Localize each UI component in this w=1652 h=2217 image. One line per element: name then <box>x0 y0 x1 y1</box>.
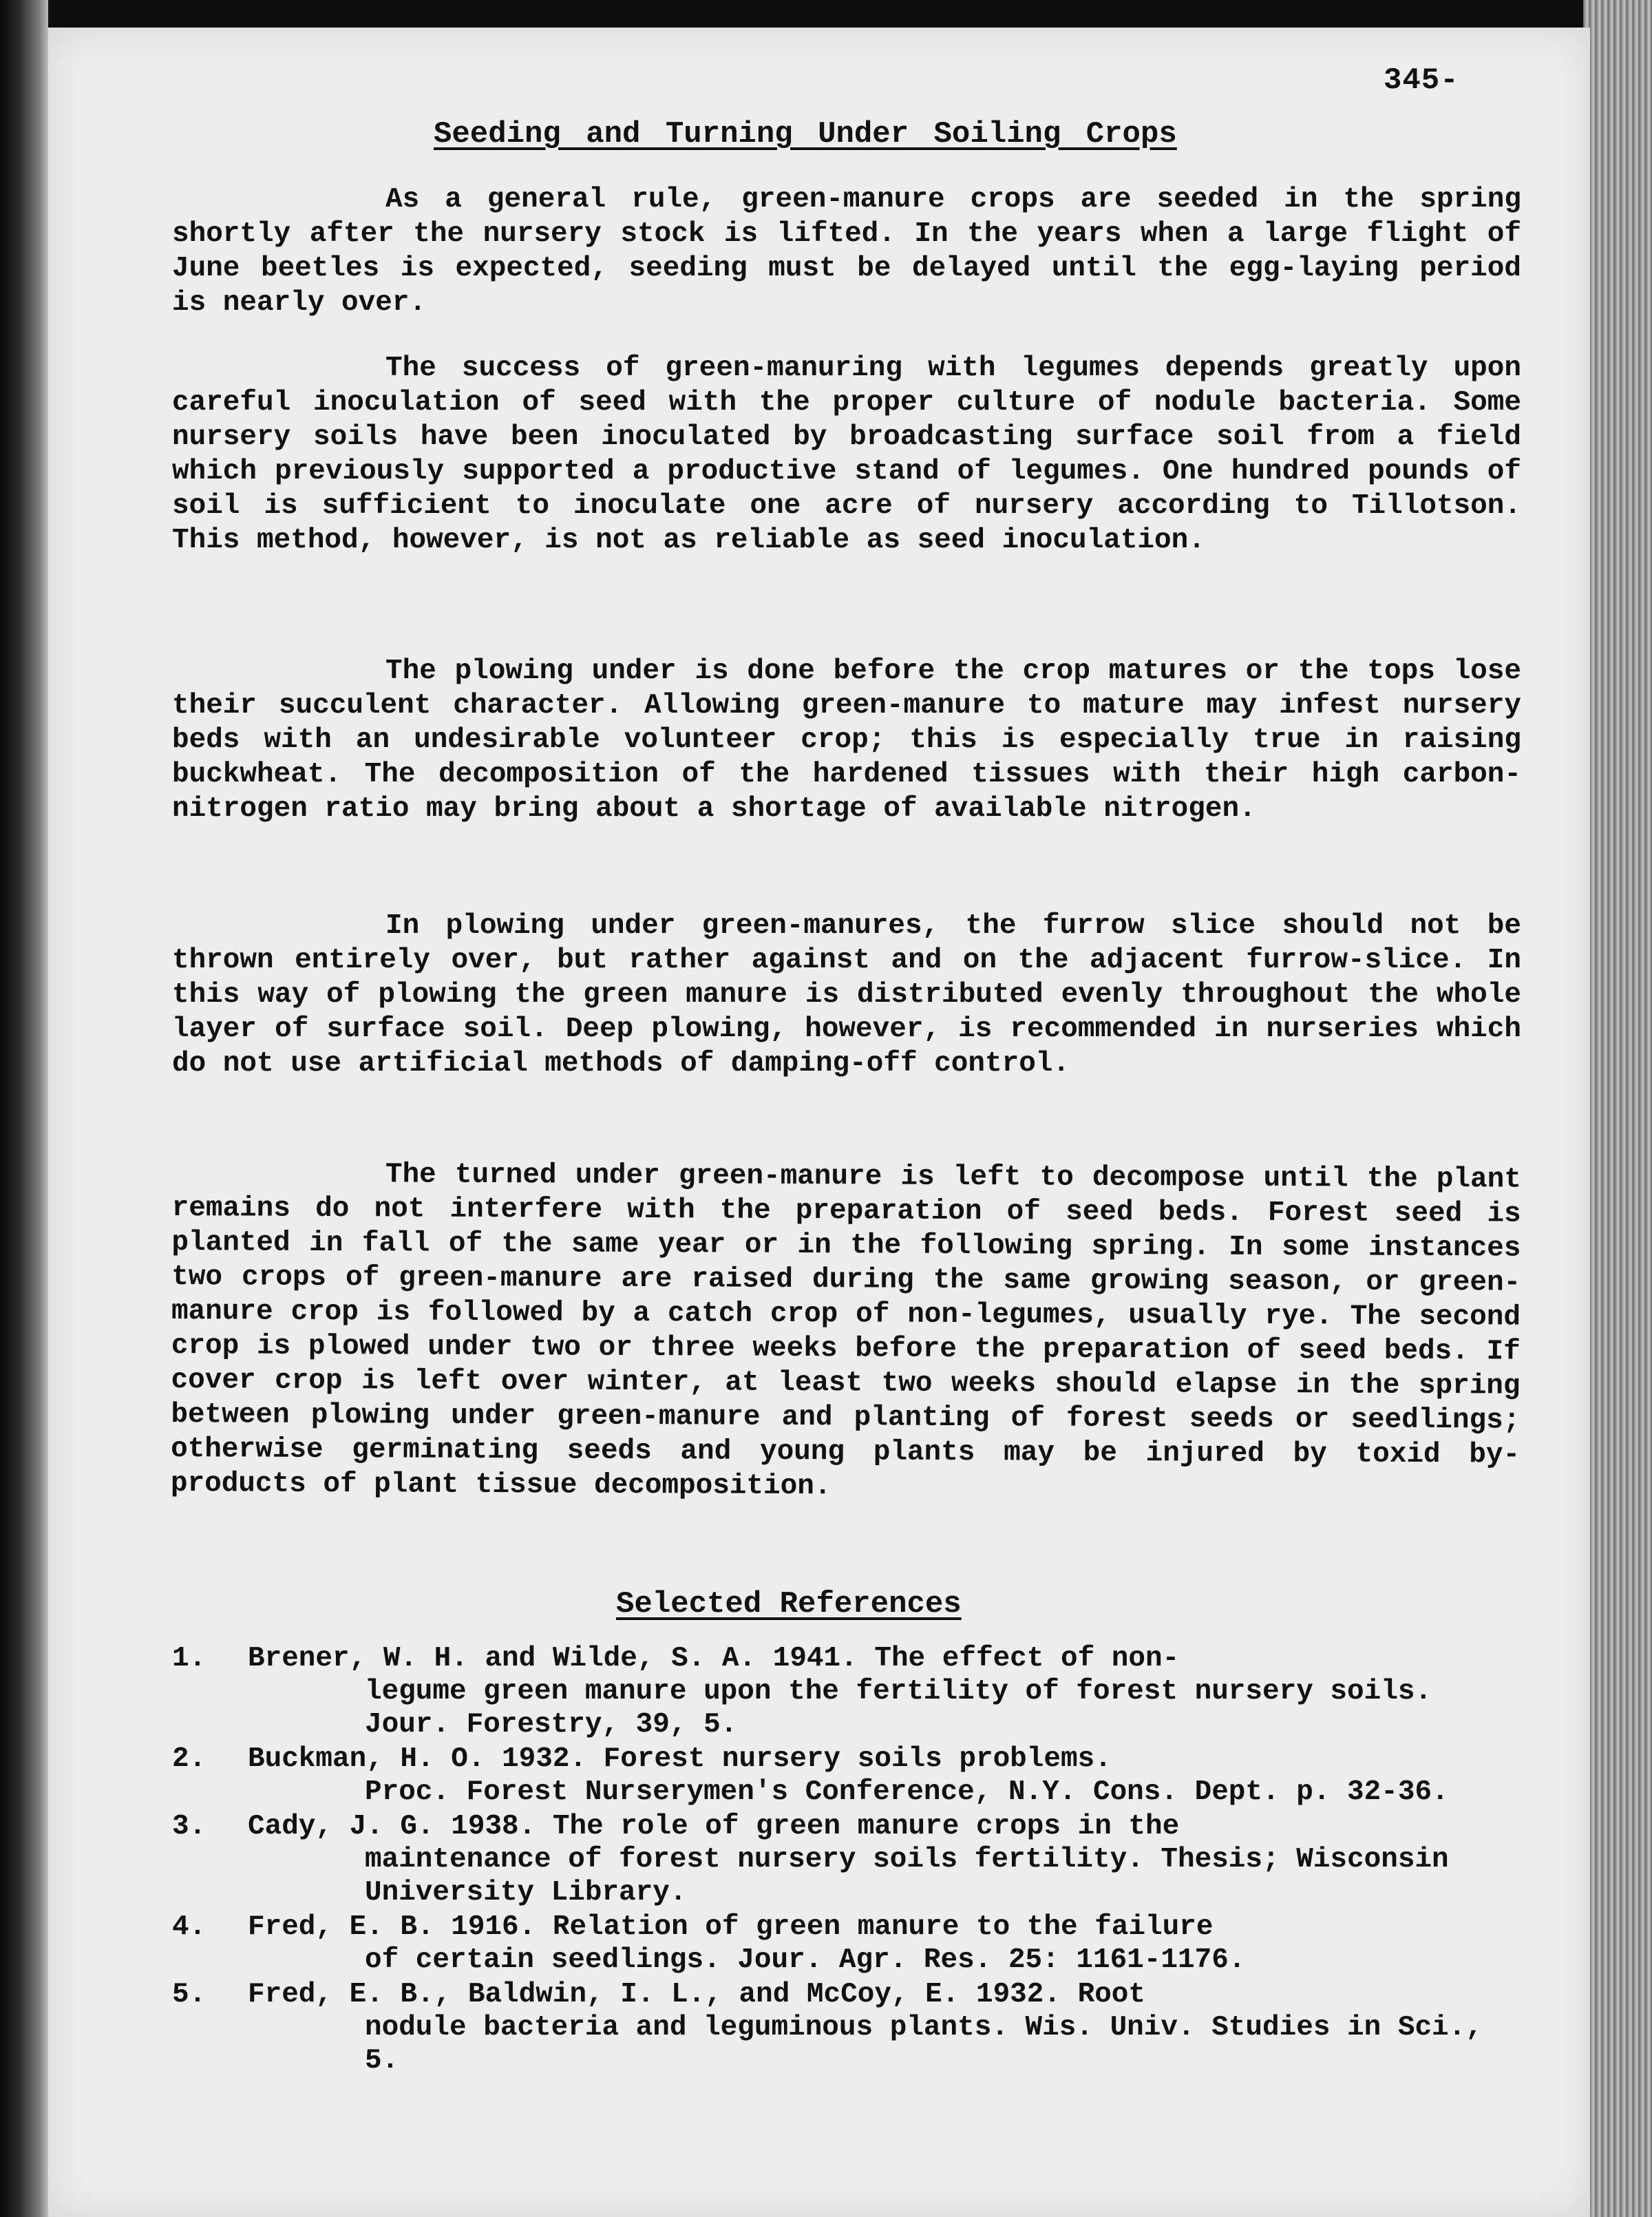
page-number: 345- <box>1384 63 1459 98</box>
reference-lead: Fred, E. B. 1916. Relation of green manure to the failure <box>248 1911 1214 1943</box>
reference-rest: nodule bacteria and leguminous plants. Wis. Univ. Studies in Sci., 5. <box>365 2012 1483 2077</box>
reference-item <box>172 1911 1521 1977</box>
reference-number: 4. <box>172 1911 206 1943</box>
scan-top-border <box>0 0 1652 28</box>
reference-lead: Cady, J. G. 1938. The role of green manure crops in the <box>248 1811 1180 1842</box>
paragraph-seeding-time: As a general rule, green-manure crops are seeded in the spring shortly after the nursery stock is lifted. In the years when a large flight of June beetles is expected, seeding must be delayed until the egg-laying period is nearly over. <box>172 184 1521 319</box>
reference-item <box>172 1810 1521 1909</box>
reference-item <box>172 1642 1521 1741</box>
reference-number: 5. <box>172 1979 206 2010</box>
reference-lead: Brener, W. H. and Wilde, S. A. 1941. The effect of non- <box>248 1643 1180 1674</box>
references-heading: Selected References <box>616 1587 962 1621</box>
paragraph-plowing-timing: The plowing under is done before the crop matures or the tops lose their succulent character. Allowing green-manure to mature may infest nursery beds with an undesirable volunteer crop; this is especially true in raising buckwheat. The decomposition of the hardened tissues with their high carbon-nitrogen ratio may bring about a shortage of available nitrogen. <box>172 655 1521 825</box>
page-title: Seeding and Turning Under Soiling Crops <box>434 117 1177 151</box>
reference-number: 1. <box>172 1643 206 1674</box>
reference-rest: Proc. Forest Nurserymen's Conference, N.Y. Cons. Dept. p. 32-36. <box>365 1776 1449 1808</box>
reference-number: 3. <box>172 1811 206 1842</box>
paragraph-plowing-method: In plowing under green-manures, the furrow slice should not be thrown entirely over, but rather against and on the adjacent furrow-slice. In this way of plowing the green manure is distributed evenly throughout the whole layer of surface soil. Deep plowing, however, is recommended in nurseries which do not use artificial methods of damping-off control. <box>172 910 1521 1080</box>
reference-number: 2. <box>172 1743 206 1775</box>
references-list <box>172 1642 1521 2079</box>
page-stack-edge <box>1583 0 1652 2217</box>
reference-lead: Buckman, H. O. 1932. Forest nursery soils problems. <box>248 1743 1112 1775</box>
reference-item <box>172 1978 1521 2077</box>
reference-rest: legume green manure upon the fertility of forest nursery soils. Jour. Forestry, 39, 5. <box>365 1676 1432 1741</box>
reference-rest: maintenance of forest nursery soils fertility. Thesis; Wisconsin University Library. <box>365 1844 1449 1909</box>
book-binding-edge <box>0 0 48 2217</box>
reference-rest: of certain seedlings. Jour. Agr. Res. 25: 1161-1176. <box>365 1944 1246 1976</box>
paragraph-inoculation: The success of green-manuring with legumes depends greatly upon careful inoculation of seed with the proper culture of nodule bacteria. Some nursery soils have been inoculated by broadcasting surface soil from a field which previously supported a productive stand of legumes. One hundred pounds of soil is sufficient to inoculate one acre of nursery according to Tillotson. This method, however, is not as reliable as seed inoculation. <box>172 353 1521 556</box>
reference-lead: Fred, E. B., Baldwin, I. L., and McCoy, E. 1932. Root <box>248 1979 1146 2010</box>
paragraph-decomposition: The turned under green-manure is left to decompose until the plant remains do not interfere with the preparation of seed beds. Forest seed is planted in fall of the same year or in the following spring. In some instances two crops of green-manure are raised during the same growing season, or green-manure crop is followed by a catch crop of non-legumes, usually rye. The second crop is plowed under two or three weeks before the preparation of seed beds. If cover crop is left over winter, at least two weeks should elapse in the spring between plowing under green-manure and planting of forest seeds or seedlings; otherwise germinating seeds and young plants may be injured by toxid by-products of plant tissue decomposition. <box>170 1159 1521 1503</box>
reference-item <box>172 1743 1521 1809</box>
